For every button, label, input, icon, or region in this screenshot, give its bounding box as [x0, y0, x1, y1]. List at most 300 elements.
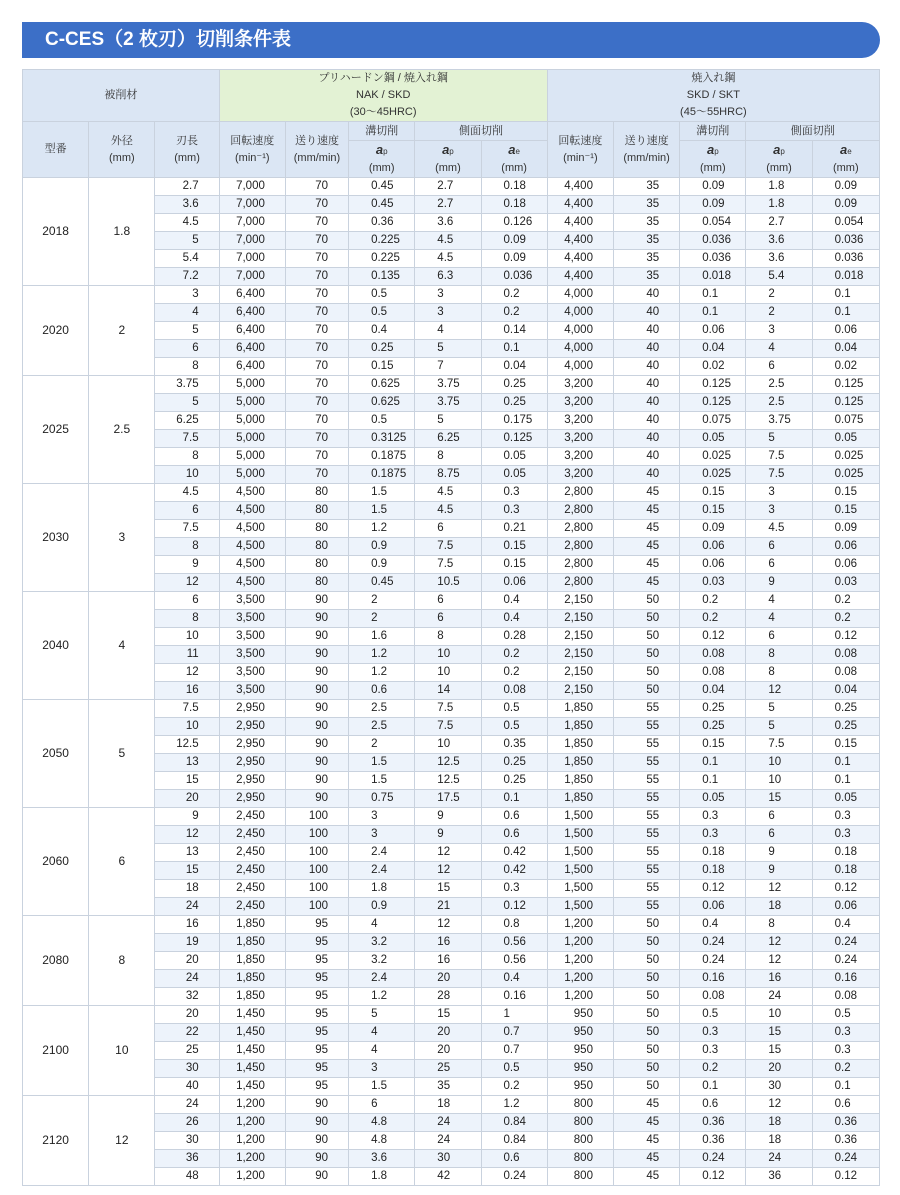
table-cell: 0.75 — [349, 790, 415, 808]
table-cell: 2.5 — [746, 394, 812, 412]
table-cell: 26 — [155, 1114, 219, 1132]
table-cell: 20 — [155, 952, 219, 970]
table-cell: 24 — [415, 1132, 481, 1150]
table-cell: 1.5 — [349, 502, 415, 520]
table-cell: 9 — [746, 862, 812, 880]
table-row — [23, 376, 880, 394]
table-cell: 95 — [285, 1042, 348, 1060]
table-cell: 0.24 — [481, 1168, 547, 1186]
table-cell: 12.5 — [415, 754, 481, 772]
table-cell: 0.04 — [812, 682, 879, 700]
table-cell: 0.6 — [812, 1096, 879, 1114]
table-cell: 0.5 — [349, 412, 415, 430]
table-cell: 45 — [613, 556, 679, 574]
table-row — [23, 700, 880, 718]
table-cell: 2,800 — [547, 556, 613, 574]
table-cell: 36 — [746, 1168, 812, 1186]
table-cell: 6,400 — [219, 358, 285, 376]
table-cell: 55 — [613, 718, 679, 736]
table-cell: 1,500 — [547, 844, 613, 862]
table-cell: 3.2 — [349, 952, 415, 970]
table-cell: 3,200 — [547, 448, 613, 466]
table-cell: 2.4 — [349, 970, 415, 988]
table-cell: 0.45 — [349, 178, 415, 196]
table-cell: 0.2 — [481, 304, 547, 322]
table-body — [23, 178, 880, 1186]
table-cell: 0.3 — [812, 808, 879, 826]
table-cell: 950 — [547, 1060, 613, 1078]
table-cell: 0.2 — [481, 646, 547, 664]
table-cell: 16 — [155, 916, 219, 934]
table-cell: 0.09 — [680, 178, 746, 196]
table-cell: 3.6 — [415, 214, 481, 232]
table-cell: 45 — [613, 1096, 679, 1114]
rpm-header-a: 回転速度 (min⁻¹) — [219, 122, 285, 178]
table-cell: 70 — [285, 340, 348, 358]
table-cell: 14 — [415, 682, 481, 700]
table-cell: 9 — [155, 556, 219, 574]
table-cell: 40 — [613, 304, 679, 322]
table-cell: 20 — [746, 1060, 812, 1078]
model-number: 2120 — [23, 1096, 89, 1186]
table-cell: 0.9 — [349, 538, 415, 556]
table-cell: 0.025 — [680, 448, 746, 466]
table-cell: 4 — [746, 592, 812, 610]
table-cell: 5.4 — [155, 250, 219, 268]
ap-header: ap (mm) — [746, 141, 812, 178]
table-cell: 3,500 — [219, 610, 285, 628]
table-cell: 0.5 — [812, 1006, 879, 1024]
table-cell: 45 — [613, 1114, 679, 1132]
table-cell: 0.09 — [812, 196, 879, 214]
table-cell: 0.3 — [812, 1024, 879, 1042]
table-cell: 0.625 — [349, 394, 415, 412]
table-cell: 5 — [415, 412, 481, 430]
table-row — [23, 1006, 880, 1024]
ap-header: ap (mm) — [680, 141, 746, 178]
model-number: 2060 — [23, 808, 89, 916]
table-cell: 0.18 — [680, 862, 746, 880]
table-cell: 0.18 — [812, 862, 879, 880]
table-cell: 6,400 — [219, 322, 285, 340]
table-cell: 0.2 — [680, 1060, 746, 1078]
table-cell: 10 — [746, 754, 812, 772]
table-cell: 10 — [415, 736, 481, 754]
table-cell: 0.126 — [481, 214, 547, 232]
table-cell: 2,800 — [547, 574, 613, 592]
table-cell: 800 — [547, 1168, 613, 1186]
table-cell: 4,500 — [219, 574, 285, 592]
model-number: 2025 — [23, 376, 89, 484]
table-cell: 1,200 — [219, 1132, 285, 1150]
table-cell: 10 — [746, 772, 812, 790]
table-cell: 2,800 — [547, 520, 613, 538]
table-cell: 40 — [613, 286, 679, 304]
table-cell: 0.18 — [481, 196, 547, 214]
table-cell: 4 — [155, 304, 219, 322]
table-cell: 0.5 — [680, 1006, 746, 1024]
table-cell: 5,000 — [219, 448, 285, 466]
diameter-header: 外径 (mm) — [89, 122, 155, 178]
table-cell: 15 — [415, 1006, 481, 1024]
table-cell: 12 — [746, 682, 812, 700]
table-cell: 3.6 — [349, 1150, 415, 1168]
table-cell: 0.2 — [812, 610, 879, 628]
table-cell: 7 — [415, 358, 481, 376]
table-cell: 90 — [285, 772, 348, 790]
table-cell: 0.04 — [812, 340, 879, 358]
table-cell: 35 — [613, 232, 679, 250]
table-cell: 5 — [155, 322, 219, 340]
table-cell: 9 — [415, 808, 481, 826]
table-cell: 0.2 — [680, 592, 746, 610]
model-header: 型番 — [23, 122, 89, 178]
table-cell: 12 — [155, 664, 219, 682]
table-cell: 0.02 — [812, 358, 879, 376]
table-cell: 45 — [613, 574, 679, 592]
table-cell: 7.5 — [155, 700, 219, 718]
table-cell: 1.8 — [746, 196, 812, 214]
table-cell: 35 — [613, 196, 679, 214]
table-cell: 2,800 — [547, 538, 613, 556]
table-cell: 5 — [415, 340, 481, 358]
table-cell: 0.06 — [680, 556, 746, 574]
table-cell: 6 — [746, 538, 812, 556]
table-cell: 90 — [285, 790, 348, 808]
table-cell: 25 — [155, 1042, 219, 1060]
table-cell: 21 — [415, 898, 481, 916]
table-cell: 1,450 — [219, 1060, 285, 1078]
outer-diameter: 6 — [89, 808, 155, 916]
table-cell: 55 — [613, 826, 679, 844]
feed-header-b: 送り速度 (mm/min) — [613, 122, 679, 178]
table-cell: 3,500 — [219, 628, 285, 646]
table-cell: 4 — [746, 610, 812, 628]
table-cell: 0.12 — [680, 1168, 746, 1186]
table-cell: 950 — [547, 1006, 613, 1024]
table-cell: 55 — [613, 844, 679, 862]
table-cell: 24 — [415, 1114, 481, 1132]
table-cell: 0.35 — [481, 736, 547, 754]
table-cell: 70 — [285, 214, 348, 232]
table-cell: 1.2 — [349, 988, 415, 1006]
table-cell: 0.3 — [812, 826, 879, 844]
table-cell: 55 — [613, 862, 679, 880]
ae-header: ae (mm) — [812, 141, 879, 178]
table-cell: 95 — [285, 1060, 348, 1078]
table-cell: 8 — [415, 448, 481, 466]
table-cell: 7,000 — [219, 268, 285, 286]
table-cell: 3 — [415, 304, 481, 322]
table-cell: 95 — [285, 916, 348, 934]
table-cell: 2,950 — [219, 700, 285, 718]
table-cell: 6 — [746, 628, 812, 646]
table-cell: 4 — [746, 340, 812, 358]
table-cell: 1,200 — [219, 1150, 285, 1168]
table-cell: 1.8 — [349, 880, 415, 898]
table-cell: 50 — [613, 952, 679, 970]
table-cell: 1.2 — [481, 1096, 547, 1114]
table-cell: 16 — [415, 934, 481, 952]
table-cell: 3.75 — [415, 376, 481, 394]
table-cell: 0.06 — [481, 574, 547, 592]
table-cell: 3.6 — [746, 232, 812, 250]
table-cell: 2 — [349, 592, 415, 610]
table-cell: 15 — [415, 880, 481, 898]
table-cell: 0.16 — [680, 970, 746, 988]
table-cell: 18 — [415, 1096, 481, 1114]
table-cell: 0.18 — [481, 178, 547, 196]
table-cell: 11 — [155, 646, 219, 664]
table-cell: 0.1 — [680, 304, 746, 322]
table-cell: 4,400 — [547, 214, 613, 232]
table-cell: 0.3 — [481, 484, 547, 502]
table-cell: 2,150 — [547, 646, 613, 664]
table-cell: 0.56 — [481, 934, 547, 952]
table-cell: 0.225 — [349, 250, 415, 268]
table-cell: 0.5 — [481, 700, 547, 718]
table-cell: 0.6 — [481, 1150, 547, 1168]
table-cell: 2.4 — [349, 862, 415, 880]
table-cell: 0.25 — [680, 700, 746, 718]
model-number: 2050 — [23, 700, 89, 808]
table-cell: 2,950 — [219, 718, 285, 736]
table-cell: 55 — [613, 700, 679, 718]
table-cell: 0.36 — [680, 1114, 746, 1132]
table-cell: 0.036 — [812, 232, 879, 250]
table-cell: 95 — [285, 934, 348, 952]
table-cell: 1,500 — [547, 808, 613, 826]
blade-length-header: 刃長 (mm) — [155, 122, 219, 178]
table-cell: 90 — [285, 646, 348, 664]
table-cell: 0.054 — [680, 214, 746, 232]
table-row — [23, 592, 880, 610]
table-cell: 2,800 — [547, 484, 613, 502]
table-cell: 55 — [613, 754, 679, 772]
table-cell: 3,500 — [219, 682, 285, 700]
table-cell: 0.08 — [680, 646, 746, 664]
table-cell: 80 — [285, 520, 348, 538]
table-cell: 1.6 — [349, 628, 415, 646]
table-cell: 0.1 — [812, 286, 879, 304]
table-cell: 0.05 — [680, 430, 746, 448]
table-cell: 9 — [746, 574, 812, 592]
table-cell: 2,450 — [219, 844, 285, 862]
table-cell: 4.5 — [155, 214, 219, 232]
table-cell: 2,150 — [547, 610, 613, 628]
table-cell: 0.28 — [481, 628, 547, 646]
table-cell: 0.03 — [680, 574, 746, 592]
table-cell: 7,000 — [219, 196, 285, 214]
table-cell: 2,950 — [219, 772, 285, 790]
table-cell: 6 — [155, 592, 219, 610]
table-cell: 1.8 — [349, 1168, 415, 1186]
table-cell: 16 — [415, 952, 481, 970]
table-cell: 3.75 — [155, 376, 219, 394]
table-cell: 5 — [746, 700, 812, 718]
table-cell: 7,000 — [219, 250, 285, 268]
table-cell: 0.36 — [812, 1114, 879, 1132]
table-cell: 6 — [155, 340, 219, 358]
table-cell: 0.05 — [680, 790, 746, 808]
table-cell: 6 — [415, 520, 481, 538]
table-cell: 0.1875 — [349, 448, 415, 466]
table-cell: 40 — [613, 430, 679, 448]
table-cell: 3,200 — [547, 376, 613, 394]
table-cell: 3.6 — [746, 250, 812, 268]
table-cell: 2,450 — [219, 862, 285, 880]
table-cell: 950 — [547, 1078, 613, 1096]
table-cell: 7.5 — [155, 430, 219, 448]
table-cell: 0.25 — [481, 394, 547, 412]
table-cell: 0.21 — [481, 520, 547, 538]
table-cell: 35 — [613, 268, 679, 286]
table-cell: 1,200 — [219, 1114, 285, 1132]
table-cell: 4,400 — [547, 232, 613, 250]
table-cell: 1,850 — [219, 970, 285, 988]
table-cell: 950 — [547, 1042, 613, 1060]
table-cell: 0.12 — [680, 628, 746, 646]
table-cell: 0.09 — [481, 232, 547, 250]
table-cell: 12 — [415, 916, 481, 934]
table-cell: 1.2 — [349, 520, 415, 538]
table-cell: 0.9 — [349, 898, 415, 916]
pre-hardened-steel-header: プリハードン鋼 / 焼入れ鋼 NAK / SKD (30～45HRC) — [219, 70, 547, 122]
side-header-b: 側面切削 — [746, 122, 880, 141]
table-cell: 4,400 — [547, 268, 613, 286]
table-cell: 0.1 — [812, 1078, 879, 1096]
table-cell: 4,500 — [219, 538, 285, 556]
table-cell: 1,850 — [219, 988, 285, 1006]
table-cell: 24 — [155, 1096, 219, 1114]
table-cell: 6,400 — [219, 340, 285, 358]
table-cell: 0.25 — [349, 340, 415, 358]
table-cell: 70 — [285, 196, 348, 214]
table-row — [23, 1096, 880, 1114]
table-cell: 90 — [285, 718, 348, 736]
table-row — [23, 178, 880, 196]
table-cell: 5,000 — [219, 430, 285, 448]
table-cell: 0.125 — [680, 394, 746, 412]
table-cell: 0.42 — [481, 844, 547, 862]
table-cell: 95 — [285, 1024, 348, 1042]
table-cell: 4,500 — [219, 556, 285, 574]
table-cell: 0.8 — [481, 916, 547, 934]
table-cell: 1,200 — [219, 1168, 285, 1186]
table-row — [23, 286, 880, 304]
table-cell: 0.5 — [481, 718, 547, 736]
table-cell: 1,200 — [547, 988, 613, 1006]
table-cell: 90 — [285, 1132, 348, 1150]
feed-header-a: 送り速度 (mm/min) — [285, 122, 348, 178]
table-cell: 0.075 — [812, 412, 879, 430]
table-cell: 1,850 — [547, 772, 613, 790]
table-cell: 70 — [285, 286, 348, 304]
table-cell: 16 — [746, 970, 812, 988]
table-cell: 8.75 — [415, 466, 481, 484]
table-cell: 0.15 — [481, 556, 547, 574]
table-cell: 95 — [285, 952, 348, 970]
table-cell: 90 — [285, 754, 348, 772]
table-cell: 0.84 — [481, 1114, 547, 1132]
table-cell: 48 — [155, 1168, 219, 1186]
table-cell: 12 — [746, 880, 812, 898]
table-cell: 9 — [155, 808, 219, 826]
table-cell: 1,500 — [547, 826, 613, 844]
table-cell: 12 — [155, 574, 219, 592]
table-cell: 9 — [415, 826, 481, 844]
table-cell: 6 — [415, 592, 481, 610]
table-cell: 45 — [613, 502, 679, 520]
table-cell: 8 — [155, 358, 219, 376]
table-cell: 0.12 — [812, 1168, 879, 1186]
table-cell: 5,000 — [219, 376, 285, 394]
table-cell: 8 — [155, 448, 219, 466]
table-cell: 800 — [547, 1096, 613, 1114]
table-cell: 0.1 — [812, 304, 879, 322]
table-cell: 0.018 — [680, 268, 746, 286]
table-cell: 0.4 — [481, 970, 547, 988]
table-cell: 0.05 — [812, 790, 879, 808]
table-cell: 40 — [155, 1078, 219, 1096]
table-cell: 0.04 — [680, 340, 746, 358]
table-cell: 2.5 — [349, 700, 415, 718]
table-cell: 0.036 — [481, 268, 547, 286]
table-cell: 50 — [613, 988, 679, 1006]
table-cell: 50 — [613, 1024, 679, 1042]
table-cell: 2,450 — [219, 880, 285, 898]
groove-header-a: 溝切削 — [349, 122, 415, 141]
table-cell: 10 — [155, 718, 219, 736]
table-cell: 17.5 — [415, 790, 481, 808]
table-cell: 1.5 — [349, 1078, 415, 1096]
table-cell: 0.054 — [812, 214, 879, 232]
table-cell: 12 — [746, 952, 812, 970]
table-cell: 0.06 — [812, 538, 879, 556]
table-cell: 3.75 — [746, 412, 812, 430]
table-cell: 8 — [155, 538, 219, 556]
table-cell: 1,200 — [547, 916, 613, 934]
table-cell: 0.1 — [481, 340, 547, 358]
table-cell: 0.08 — [680, 664, 746, 682]
table-cell: 6 — [746, 808, 812, 826]
table-cell: 13 — [155, 844, 219, 862]
table-cell: 7.5 — [746, 736, 812, 754]
table-cell: 4,000 — [547, 322, 613, 340]
table-cell: 70 — [285, 232, 348, 250]
table-cell: 3.75 — [415, 394, 481, 412]
table-cell: 30 — [155, 1132, 219, 1150]
table-cell: 1,850 — [547, 736, 613, 754]
table-cell: 0.5 — [481, 1060, 547, 1078]
table-cell: 0.4 — [481, 592, 547, 610]
table-cell: 35 — [415, 1078, 481, 1096]
table-cell: 1,500 — [547, 898, 613, 916]
outer-diameter: 1.8 — [89, 178, 155, 286]
table-cell: 6,400 — [219, 304, 285, 322]
table-cell: 0.3 — [481, 880, 547, 898]
table-cell: 15 — [155, 772, 219, 790]
table-cell: 10 — [415, 664, 481, 682]
table-cell: 1.5 — [349, 754, 415, 772]
table-cell: 3 — [349, 1060, 415, 1078]
table-cell: 0.125 — [812, 394, 879, 412]
table-cell: 2 — [349, 736, 415, 754]
table-cell: 0.25 — [481, 376, 547, 394]
table-cell: 4,500 — [219, 502, 285, 520]
table-cell: 0.14 — [481, 322, 547, 340]
table-cell: 0.25 — [481, 772, 547, 790]
